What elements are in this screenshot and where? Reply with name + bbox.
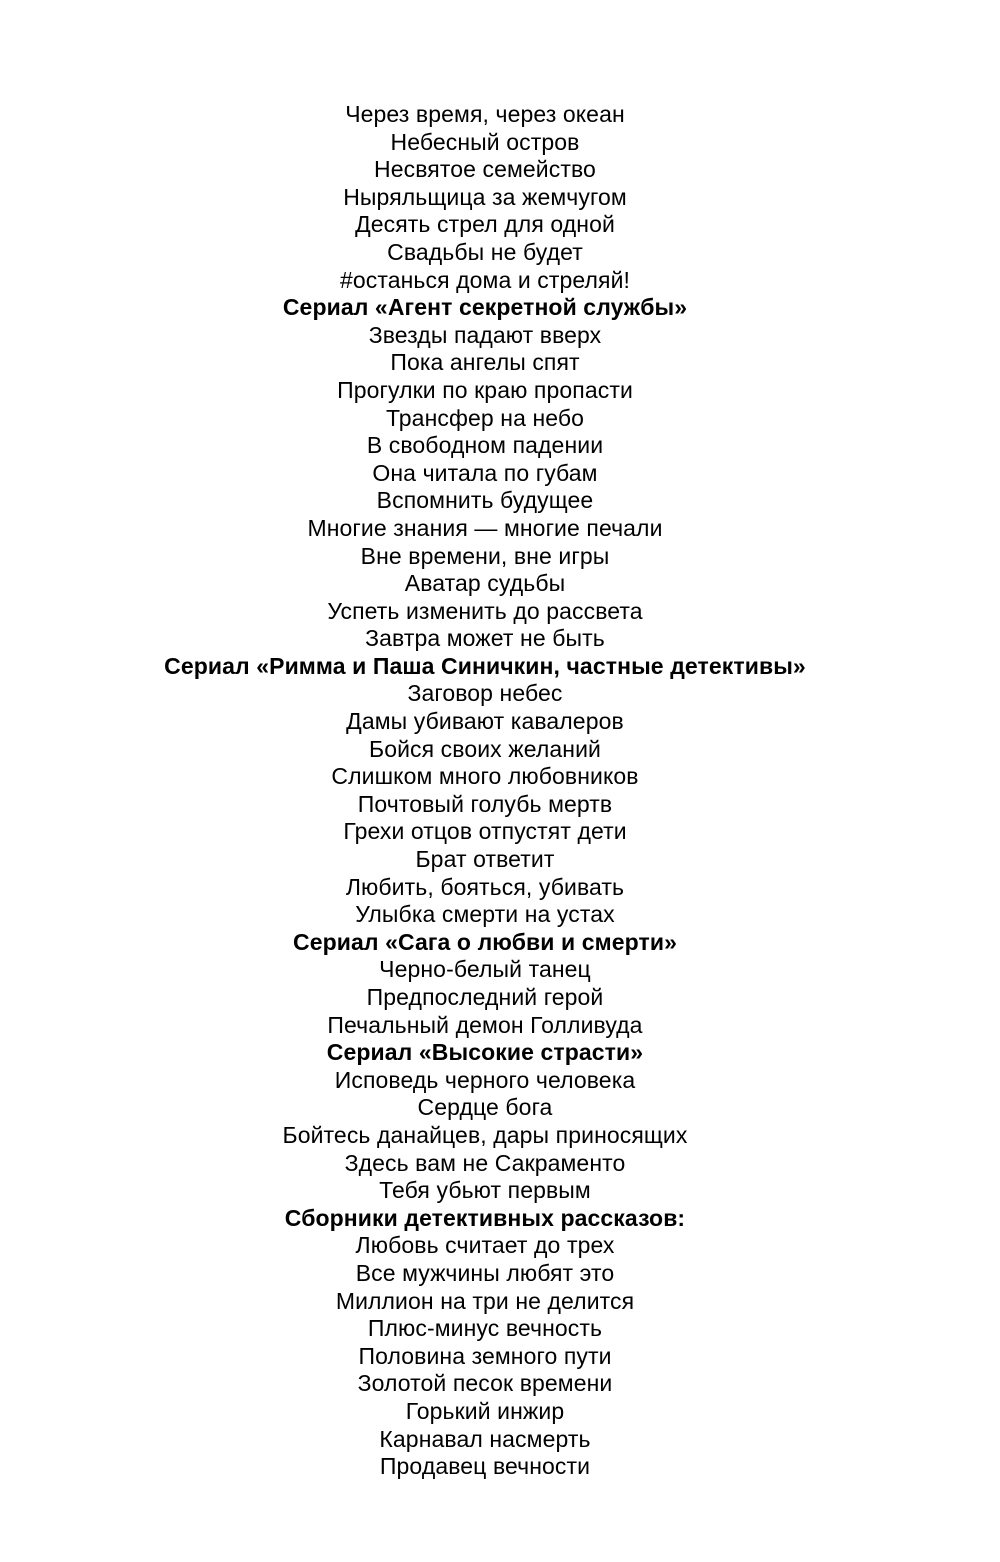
book-title-line: Трансфер на небо — [385, 404, 585, 431]
book-title-line: Несвятое семейство — [374, 156, 596, 183]
book-title-line: Золотой песок времени — [357, 1370, 613, 1397]
book-title-line: Аватар судьбы — [404, 570, 566, 597]
book-title-line: Половина земного пути — [358, 1342, 612, 1369]
book-title-line: Печальный демон Голливуда — [327, 1011, 643, 1038]
book-title-line: Прогулки по краю пропасти — [337, 376, 633, 403]
book-title-line: Исповедь черного человека — [334, 1066, 636, 1093]
book-title-line: Вспомнить будущее — [376, 487, 594, 514]
book-title-line: Бойтесь данайцев, дары приносящих — [282, 1121, 688, 1148]
book-title-line: Миллион на три не делится — [335, 1287, 635, 1314]
book-title-list — [0, 101, 970, 1481]
section-heading: Сериал «Римма и Паша Синичкин, частные детективы» — [164, 652, 806, 679]
book-title-line: Улыбка смерти на устах — [355, 901, 615, 928]
book-title-line: Брат ответит — [415, 846, 555, 873]
book-title-line: Десять стрел для одной — [355, 211, 615, 238]
book-title-line: Слишком много любовников — [331, 763, 639, 790]
section-heading: Сериал «Агент секретной службы» — [282, 294, 688, 321]
book-title-line: Любить, бояться, убивать — [345, 873, 625, 900]
book-title-line: Черно-белый танец — [379, 956, 591, 983]
book-title-line: Почтовый голубь мертв — [357, 790, 613, 817]
book-title-line: Вне времени, вне игры — [360, 542, 610, 569]
section-heading: Сборники детективных рассказов: — [284, 1204, 686, 1231]
book-title-line: Успеть изменить до рассвета — [327, 597, 643, 624]
book-title-line: Звезды падают вверх — [368, 321, 602, 348]
book-title-line: Пока ангелы спят — [390, 349, 580, 376]
book-title-line: Здесь вам не Сакраменто — [344, 1149, 626, 1176]
book-title-line: Небесный остров — [390, 128, 580, 155]
book-title-line: Через время, через океан — [345, 101, 625, 127]
book-title-line: Многие знания — многие печали — [307, 514, 663, 541]
book-title-line: Плюс-минус вечность — [367, 1315, 603, 1342]
section-heading: Сериал «Высокие страсти» — [326, 1039, 644, 1066]
book-title-line: Заговор небес — [407, 680, 563, 707]
book-title-line: Тебя убьют первым — [379, 1177, 591, 1204]
section-heading: Сериал «Сага о любви и смерти» — [293, 928, 677, 955]
book-title-line: Бойся своих желаний — [369, 735, 601, 762]
book-title-line: Она читала по губам — [372, 459, 598, 486]
book-title-line: Предпоследний герой — [366, 984, 604, 1010]
book-title-line: Карнавал насмерть — [379, 1425, 591, 1452]
book-title-line: Горький инжир — [405, 1397, 565, 1424]
book-title-line: В свободном падении — [366, 432, 604, 459]
book-title-line: Сердце бога — [417, 1094, 553, 1121]
book-title-line: Свадьбы не будет — [387, 238, 583, 265]
book-title-line: Грехи отцов отпустят дети — [343, 818, 627, 845]
book-title-line: Любовь считает до трех — [355, 1232, 615, 1259]
book-title-line: #останься дома и стреляй! — [339, 266, 631, 293]
book-title-line: Все мужчины любят это — [355, 1259, 615, 1286]
book-title-line: Ныряльщица за жемчугом — [343, 183, 627, 210]
book-title-line: Продавец вечности — [379, 1453, 591, 1480]
book-title-line: Завтра может не быть — [365, 625, 605, 652]
book-title-line: Дамы убивают кавалеров — [346, 708, 624, 735]
